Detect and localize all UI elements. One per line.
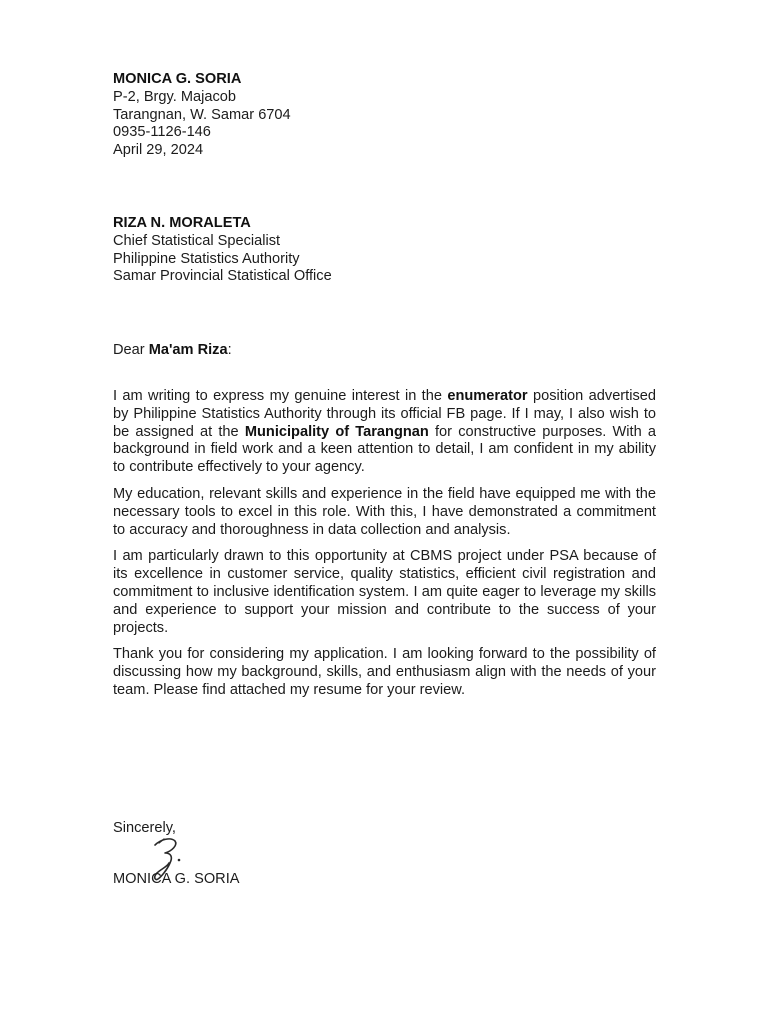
salutation-suffix: : — [227, 342, 232, 358]
signer-name: MONICA G. SORIA — [113, 871, 240, 887]
body-paragraph-3: I am particularly drawn to this opportunity at CBMS project under PSA because of its excellence in customer service, quality statistics, efficient civil registration and commitment to inclusive identification system. I am quite eager to leverage my skills and experience to support your mission and contribute to the success of your projects. — [113, 548, 656, 636]
recipient-title: Chief Statistical Specialist — [113, 232, 281, 249]
recipient-organization: Philippine Statistics Authority — [113, 250, 300, 267]
closing-text: Sincerely, — [113, 820, 176, 836]
salutation-prefix: Dear — [113, 342, 149, 358]
recipient-block — [113, 215, 656, 286]
sender-name: MONICA G. SORIA — [113, 71, 242, 87]
letter-date: April 29, 2024 — [113, 142, 204, 159]
p1-text-3: for constructive purposes. With a background in field work and a keen attention to detail, I am confident in my ability to contribute effectively to your agency. — [113, 423, 656, 476]
p1-text-2: position advertised by Philippine Statistics Authority through its official FB page. If I may, I also wish to be assigned at the — [113, 388, 656, 440]
recipient-name: RIZA N. MORALETA — [113, 215, 251, 231]
recipient-office: Samar Provincial Statistical Office — [113, 268, 332, 285]
body-paragraph-2: My education, relevant skills and experience in the field have equipped me with the necessary tools to excel in this role. With this, I have demonstrated a commitment to accuracy and thoroughness in data collection and analysis. — [113, 485, 656, 538]
body-paragraph-1 — [113, 388, 656, 477]
salutation-name: Ma'am Riza — [148, 342, 228, 358]
sender-address-line1: P-2, Brgy. Majacob — [113, 88, 237, 105]
p1-emphasis-position: enumerator — [447, 388, 528, 404]
body-paragraph-4: Thank you for considering my application. I am looking forward to the possibility of discussing how my background, skills, and enthusiasm align with the needs of your team. Please find attached my resume for your review. — [113, 646, 656, 698]
letter-body — [113, 388, 656, 709]
p1-emphasis-municipality: Municipality of Tarangnan — [244, 423, 429, 440]
sender-address-line2: Tarangnan, W. Samar 6704 — [113, 106, 291, 123]
sender-phone: 0935-1126-146 — [113, 124, 211, 141]
sender-block — [113, 71, 656, 160]
p1-text-1: I am writing to express my genuine interest in the — [113, 388, 448, 404]
salutation — [113, 342, 656, 360]
